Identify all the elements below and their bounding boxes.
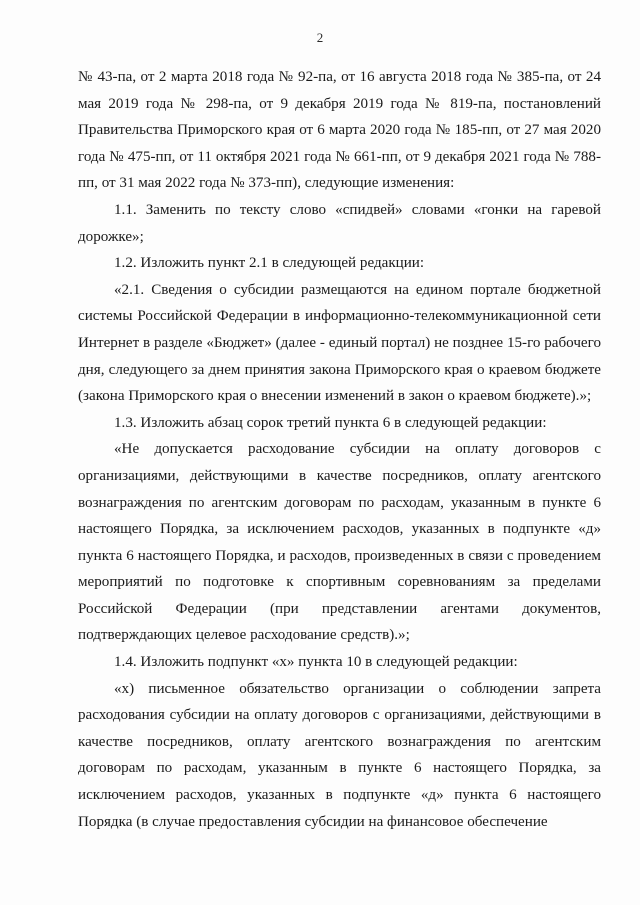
paragraph-item-1-4: 1.4. Изложить подпункт «х» пункта 10 в следующей редакции: [114,654,518,671]
paragraph-continuation: № 43-па, от 2 марта 2018 года № 92-па, от 16 августа 2018 года № 385-па, от 24 мая 2019 года № 298-па, от 9 декабря 2019 года № 819-па, постановлений Правительства Приморского края от 6 марта 2020 года № 185-пп, от 27 мая 2020 года № 475-пп, от 11 октября 2021 года № 661-пп, от 9 декабря 2021 года № 788-пп, от 31 мая 2022 года № 373-пп), следующие изменения: [78,69,601,192]
paragraph-item-1-3: 1.3. Изложить абзац сорок третий пункта 6 в следующей редакции: [114,414,547,431]
paragraph-quote-subitem-x: «х) письменное обязательство организации о соблюдении запрета расходования субсидии на оплату договоров с организациями, действующими в качестве посредников, оплату агентского вознаграждения по агентским договорам по расходам, указанным в пункте 6 настоящего Порядка, за исключением расходов, указанных в подпункте «д» пункта 6 настоящего Порядка (в случае предоставления субсидии на финансовое обеспечение [78,680,601,830]
paragraph-item-1-1: 1.1. Заменить по тексту слово «спидвей» словами «гонки на гаревой дорожке»; [78,201,601,245]
document-body [78,64,601,830]
page-number: 2 [316,30,324,45]
paragraph-quote-forty-third: «Не допускается расходование субсидии на оплату договоров с организациями, действующими в качестве посредников, оплату агентского вознаграждения по агентским договорам по расходам, указанным в пункте 6 настоящего Порядка, за исключением расходов, указанных в подпункте «д» пункта 6 настоящего Порядка, и расходов, произведенных в связи с проведением мероприятий по подготовке к спортивным соревнованиям за пределами Российской Федерации (при представлении агентами документов, подтверждающих целевое расходование средств).»; [78,441,601,644]
paragraph-quote-2-1: «2.1. Сведения о субсидии размещаются на едином портале бюджетной системы Российской Федерации в информационно-телекоммуникационной сети Интернет в разделе «Бюджет» (далее - единый портал) не позднее 15-го рабочего дня, следующего за днем принятия закона Приморского края о краевом бюджете (закона Приморского края о внесении изменений в закон о краевом бюджете).»; [78,281,601,405]
paragraph-item-1-2: 1.2. Изложить пункт 2.1 в следующей редакции: [114,255,425,272]
